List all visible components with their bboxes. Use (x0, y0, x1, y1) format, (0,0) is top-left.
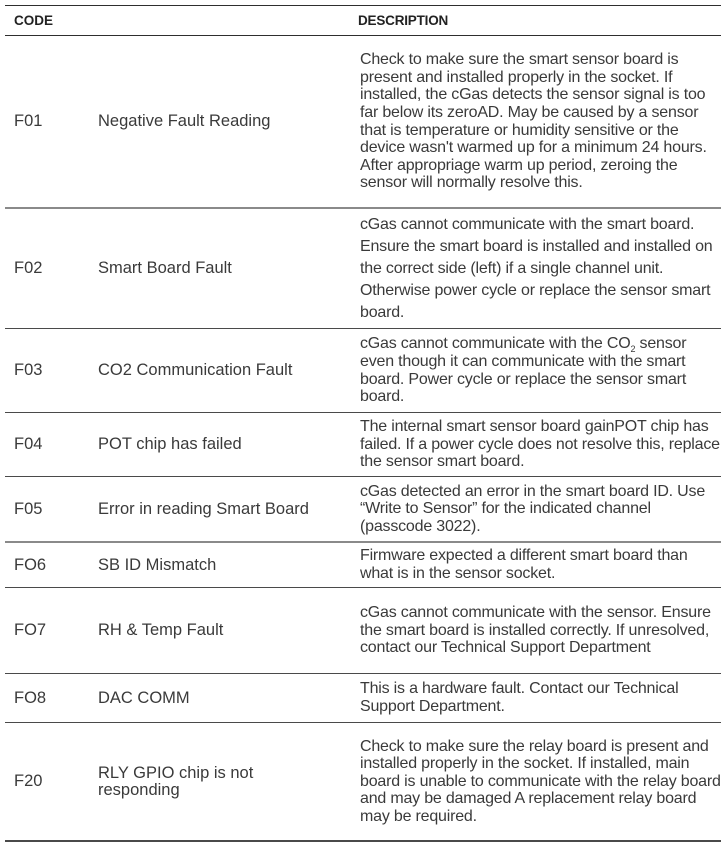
fault-code: F20 (14, 772, 43, 790)
table-row (5, 476, 721, 541)
fault-description: The internal smart sensor board gainPOT chip has failed. If a power cycle does not resolve this, replace the sensor smart board. (360, 418, 720, 471)
table-row (5, 328, 721, 412)
fault-code: F02 (14, 259, 43, 277)
fault-code: F05 (14, 499, 43, 518)
header-code: CODE (14, 12, 54, 28)
table-header (5, 6, 721, 35)
fault-name: CO2 Communication Fault (98, 361, 293, 379)
description-pre: cGas cannot communicate with the CO (360, 335, 631, 353)
fault-name: POT chip has failed (98, 435, 242, 453)
fault-code: F04 (14, 435, 43, 453)
table-row (5, 541, 721, 587)
fault-name: Smart Board Fault (98, 259, 232, 277)
table-row (5, 587, 721, 673)
fault-name: RLY GPIO chip is not responding (98, 763, 254, 799)
fault-description (350, 332, 721, 408)
fault-code: F01 (14, 112, 43, 130)
fault-name: SB ID Mismatch (98, 555, 217, 574)
fault-description: cGas cannot communicate with the sensor. Ensure the smart board is installed correctly. If unresolved, contact our Technical Support Department (360, 604, 711, 657)
fault-description: Check to make sure the smart sensor board is present and installed properly in the socket. If installed, the cGas detects the sensor signal is too far below its zeroAD. May be caused by a sensor that is temperature or humidity sensitive or the device wasn't warmed up for a minimum 24 hours. After appropriage warm up period, zeroing the sensor will normally resolve this. (360, 51, 707, 192)
fault-description: Check to make sure the relay board is present and installed properly in the socket. If installed, main board is unable to communicate with the relay board and may be damaged A replacement relay board may be required. (360, 737, 721, 825)
table-row (5, 35, 721, 207)
fault-code: FO8 (14, 688, 47, 707)
table-row (5, 673, 721, 722)
fault-code: FO7 (14, 621, 47, 639)
fault-description: This is a hardware fault. Contact our Technical Support Department. (360, 680, 679, 715)
fault-description: cGas detected an error in the smart board ID. Use “Write to Sensor” for the indicated channel (passcode 3022). (360, 482, 706, 535)
fault-code: FO6 (14, 555, 47, 574)
table-row (5, 412, 721, 476)
fault-code: F03 (14, 361, 43, 379)
description-post: sensor even though it can communicate with the smart board. Power cycle or replace the sensor smart board. (360, 335, 687, 406)
fault-code-table (5, 5, 721, 842)
table-row (5, 207, 721, 328)
fault-description: Firmware expected a different smart board than what is in the sensor socket. (360, 547, 688, 582)
table-row (5, 722, 721, 840)
fault-description: cGas cannot communicate with the smart board. Ensure the smart board is installed and installed on the correct side (left) if a single channel unit. Otherwise power cycle or replace the sensor smart board. (360, 215, 713, 321)
fault-name: Error in reading Smart Board (98, 499, 309, 518)
fault-name: RH & Temp Fault (98, 621, 224, 639)
fault-name: DAC COMM (98, 688, 190, 707)
fault-name: Negative Fault Reading (98, 112, 271, 130)
header-description: DESCRIPTION (358, 12, 449, 28)
subscript-2: 2 (630, 344, 636, 355)
